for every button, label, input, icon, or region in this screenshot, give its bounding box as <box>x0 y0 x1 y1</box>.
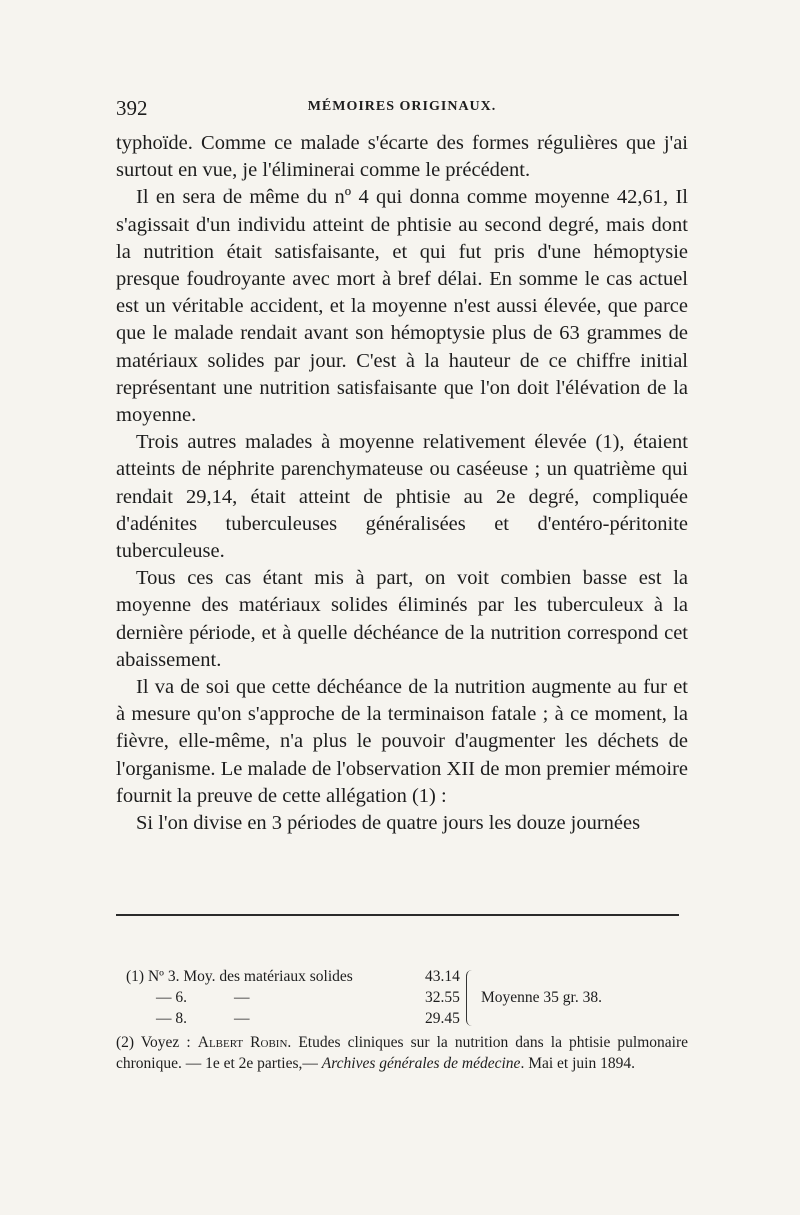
footnote-2 <box>116 1032 688 1074</box>
footnote-average: Moyenne 35 gr. 38. <box>481 989 602 1006</box>
main-text <box>116 130 688 837</box>
footnote-end: . Mai et juin 1894. <box>520 1055 635 1072</box>
footnote-value: 43.14 <box>425 968 460 985</box>
footnote-author: Albert Robin <box>197 1034 288 1051</box>
footnote-value: 29.45 <box>425 1010 460 1027</box>
brace <box>466 970 475 1026</box>
footnote-label: (1) Nº 3. Moy. des matériaux solides <box>126 968 353 985</box>
footnote-1 <box>116 966 688 1030</box>
running-title: MÉMOIRES ORIGINAUX. <box>307 99 497 114</box>
footnote-dash: — <box>234 989 250 1006</box>
footnote-value: 32.55 <box>425 989 460 1006</box>
footnote-journal: Archives générales de médecine <box>321 1055 521 1072</box>
footnote-text: . Etudes cliniques sur la nutrition dans la phtisie pulmonaire chronique. — 1e et 2e parties,— <box>116 1034 689 1072</box>
page-number: 392 <box>116 96 148 120</box>
footnote-label: — 6. <box>156 989 187 1006</box>
footnote-label: — 8. <box>156 1010 187 1027</box>
paragraph: Il va de soi que cette déchéance de la nutrition augmente au fur et à mesure qu'on s'approche de la terminaison fatale ; à ce moment, la fièvre, elle-même, n'a plus le pouvoir d'augmenter les déchets de l'organisme. Le malade de l'observation XII de mon premier mémoire fournit la preuve de cette allégation (1) : <box>116 676 688 807</box>
paragraph: Il en sera de même du nº 4 qui donna comme moyenne 42,61, Il s'agissait d'un individu atteint de phtisie au second degré, mais dont la nutrition était satisfaisante, et qui fut pris d'une hémoptysie presque foudroyante avec mort à bref délai. En somme le cas actuel est un véritable accident, et la moyenne n'est aussi élevée, que parce que le malade rendait avant son hémoptysie plus de 63 grammes de matériaux solides par jour. C'est à la hauteur de ce chiffre initial représentant une nutrition satisfaisante que l'on doit l'élévation de la moyenne. <box>116 186 688 427</box>
paragraph: Si l'on divise en 3 périodes de quatre jours les douze journées <box>136 812 641 835</box>
page-header <box>116 96 688 122</box>
paragraph: Tous ces cas étant mis à part, on voit combien basse est la moyenne des matériaux solides éliminés par les tuberculeux à la dernière période, et à quelle déchéance de la nutrition correspond cet abaissement. <box>116 567 688 671</box>
footnote-dash: — <box>234 1010 250 1027</box>
paragraph: Trois autres malades à moyenne relativement élevée (1), étaient atteints de néphrite parenchymateuse ou caséeuse ; un quatrième qui rendait 29,14, était atteint de phtisie au 2e degré, compliquée d'adénites tuberculeuses généralisées et d'entéro-péritonite tuberculeuse. <box>116 431 688 563</box>
footnote-lead: (2) Voyez : <box>116 1034 198 1051</box>
footnote-divider <box>116 914 679 916</box>
footnotes <box>116 966 688 1074</box>
paragraph: typhoïde. Comme ce malade s'écarte des formes régulières que j'ai surtout en vue, je l'éliminerai comme le précédent. <box>116 132 688 182</box>
